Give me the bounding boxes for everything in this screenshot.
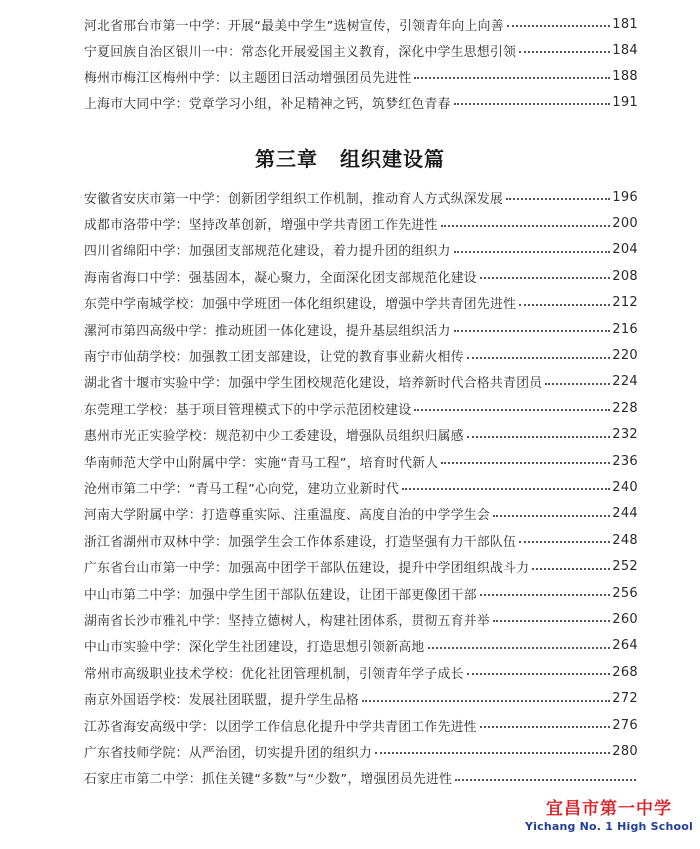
toc-entry-page: 224	[612, 374, 638, 390]
chapter-name: 组织建设篇	[340, 146, 445, 171]
toc-entry-page: 256	[612, 585, 638, 601]
toc-entry-title: 湖北省十堰市实验中学：加强中学生团校规范化建设，培养新时代合格共青团员	[84, 372, 545, 391]
toc-leader-dots	[480, 277, 610, 279]
toc-entry-page: 196	[612, 189, 638, 205]
toc-entry[interactable]	[84, 422, 638, 448]
toc-leader-dots	[506, 198, 610, 200]
toc-entry-page: 191	[612, 94, 638, 110]
toc-entry-title: 石家庄市第二中学：抓住关键“多数”与“少数”，增强团员先进性	[84, 768, 455, 787]
toc-entry-title: 浙江省湖州市双林中学：加强学生会工作体系建设，打造坚强有力干部队伍	[84, 531, 519, 550]
toc-entry-page: 208	[612, 268, 638, 284]
toc-leader-dots	[507, 25, 610, 27]
toc-entry-title: 宁夏回族自治区银川一中：常态化开展爱国主义教育，深化中学生思想引领	[84, 41, 519, 60]
chapter-number: 第三章	[255, 146, 318, 171]
toc-entry-title: 常州市高级职业技术学校：优化社团管理机制，引领青年学子成长	[84, 663, 467, 682]
toc-entry-page: 276	[612, 717, 638, 733]
toc-entry-page: 200	[612, 216, 638, 232]
toc-entry[interactable]	[84, 395, 638, 421]
toc-entry[interactable]	[84, 474, 638, 500]
toc-entry-page: 212	[612, 295, 638, 311]
toc-entry-page: 240	[612, 479, 638, 495]
toc-entry[interactable]	[84, 659, 638, 685]
toc-entry-title: 东莞理工学校：基于项目管理模式下的中学示范团校建设	[84, 399, 414, 418]
toc-entry-title: 成都市洛带中学：坚持改革创新，增强中学共青团工作先进性	[84, 214, 441, 233]
toc-leader-dots	[362, 700, 610, 702]
toc-leader-dots	[519, 541, 610, 543]
toc-leader-dots	[375, 752, 610, 754]
toc-entry-title: 广东省台山市第一中学：加强高中团学干部队伍建设，提升中学团组织战斗力	[84, 557, 532, 576]
toc-entry[interactable]	[84, 633, 638, 659]
toc-leader-dots	[402, 488, 610, 490]
toc-entry-page: 244	[612, 506, 638, 522]
toc-entry-page: 260	[612, 611, 638, 627]
toc-entry-title: 上海市大同中学：党章学习小组，补足精神之钙，筑梦红色青春	[84, 93, 454, 112]
toc-entry-page: 252	[612, 559, 638, 575]
toc-entry-page: 236	[612, 453, 638, 469]
toc-entry-title: 华南师范大学中山附属中学：实施“青马工程”，培育时代新人	[84, 452, 441, 471]
toc-entry-page: 216	[612, 321, 638, 337]
toc-entry-title: 河北省邢台市第一中学：开展“最美中学生”选树宣传，引领青年向上向善	[84, 15, 507, 34]
toc-entry-title: 中山市第二中学：加强中学生团干部队伍建设，让团干部更像团干部	[84, 584, 480, 603]
toc-leader-dots	[545, 383, 610, 385]
toc-entry[interactable]	[84, 369, 638, 395]
watermark-english-name: Yichang No. 1 High School	[525, 820, 693, 833]
toc-entry-title: 漯河市第四高级中学：推动班团一体化建设，提升基层组织活力	[84, 320, 454, 339]
toc-entry[interactable]	[84, 184, 638, 210]
toc-leader-dots	[467, 436, 610, 438]
toc-chapter-three-section	[0, 184, 700, 791]
toc-leader-dots	[480, 594, 610, 596]
toc-entry-title: 安徽省安庆市第一中学：创新团学组织工作机制，推动育人方式纵深发展	[84, 188, 506, 207]
toc-entry[interactable]	[84, 316, 638, 342]
toc-entry-page: 272	[612, 691, 638, 707]
toc-leader-dots	[454, 330, 611, 332]
toc-entry-title: 东莞中学南城学校：加强中学班团一体化组织建设，增强中学共青团先进性	[84, 293, 519, 312]
toc-entry-title: 惠州市光正实验学校：规范初中少工委建设，增强队员组织归属感	[84, 425, 467, 444]
toc-entry[interactable]	[84, 501, 638, 527]
toc-entry-page: 181	[612, 16, 638, 32]
toc-leader-dots	[493, 620, 610, 622]
toc-leader-dots	[532, 568, 610, 570]
toc-entry-title: 河南大学附属中学：打造尊重实际、注重温度、高度自治的中学学生会	[84, 504, 493, 523]
toc-entry-title: 江苏省海安高级中学：以团学工作信息化提升中学共青团工作先进性	[84, 716, 480, 735]
toc-entry-title: 南宁市仙葫学校：加强教工团支部建设，让党的教育事业薪火相传	[84, 346, 467, 365]
toc-entry-page: 220	[612, 348, 638, 364]
toc-top-section	[0, 11, 700, 115]
toc-leader-dots	[454, 251, 611, 253]
toc-leader-dots	[467, 357, 610, 359]
watermark-chinese-name: 宜昌市第一中学	[546, 799, 672, 819]
toc-entry-page: 184	[612, 42, 638, 58]
toc-entry[interactable]	[84, 712, 638, 738]
school-watermark-logo	[524, 799, 694, 843]
toc-entry-page: 264	[612, 638, 638, 654]
toc-entry-title: 四川省绵阳中学：加强团支部规范化建设，着力提升团的组织力	[84, 240, 454, 259]
toc-leader-dots	[441, 462, 610, 464]
toc-entry[interactable]	[84, 685, 638, 711]
toc-entry[interactable]	[84, 606, 638, 632]
toc-entry-page: 248	[612, 532, 638, 548]
toc-leader-dots	[428, 647, 611, 649]
toc-entry-title: 沧州市第二中学：“青马工程”心向党，建功立业新时代	[84, 478, 402, 497]
toc-entry[interactable]	[84, 738, 638, 764]
toc-entry-title: 梅州市梅江区梅州中学：以主题团日活动增强团员先进性	[84, 67, 414, 86]
toc-entry-title: 中山市实验中学：深化学生社团建设，打造思想引领新高地	[84, 636, 428, 655]
toc-entry[interactable]	[84, 290, 638, 316]
chapter-heading	[0, 140, 700, 174]
toc-leader-dots	[441, 225, 611, 227]
toc-entry-page: 188	[612, 68, 638, 84]
toc-leader-dots	[455, 779, 636, 781]
toc-entry[interactable]	[84, 210, 638, 236]
toc-entry-page: 232	[612, 427, 638, 443]
toc-entry-title: 海南省海口中学：强基固本，凝心聚力，全面深化团支部规范化建设	[84, 267, 480, 286]
toc-leader-dots	[519, 51, 610, 53]
toc-leader-dots	[454, 103, 611, 105]
toc-entry-title: 南京外国语学校：发展社团联盟，提升学生品格	[84, 689, 362, 708]
toc-leader-dots	[480, 726, 610, 728]
toc-entry[interactable]	[84, 89, 638, 115]
toc-entry[interactable]	[84, 553, 638, 579]
toc-entry-page: 228	[612, 400, 638, 416]
toc-leader-dots	[414, 409, 610, 411]
toc-entry[interactable]	[84, 765, 638, 791]
toc-leader-dots	[493, 515, 610, 517]
toc-entry[interactable]	[84, 527, 638, 553]
toc-leader-dots	[519, 304, 610, 306]
toc-entry[interactable]	[84, 448, 638, 474]
toc-entry[interactable]	[84, 237, 638, 263]
toc-entry-title: 湖南省长沙市雅礼中学：坚持立德树人，构建社团体系，贯彻五育并举	[84, 610, 493, 629]
toc-entry-page: 204	[612, 242, 638, 258]
toc-entry[interactable]	[84, 580, 638, 606]
toc-entry[interactable]	[84, 63, 638, 89]
toc-leader-dots	[414, 77, 610, 79]
toc-entry[interactable]	[84, 342, 638, 368]
toc-entry[interactable]	[84, 263, 638, 289]
toc-entry-page: 280	[612, 743, 638, 759]
toc-leader-dots	[467, 673, 610, 675]
toc-entry-page: 268	[612, 664, 638, 680]
toc-entry[interactable]	[84, 11, 638, 37]
toc-entry[interactable]	[84, 37, 638, 63]
toc-entry-title: 广东省技师学院：从严治团，切实提升团的组织力	[84, 742, 375, 761]
